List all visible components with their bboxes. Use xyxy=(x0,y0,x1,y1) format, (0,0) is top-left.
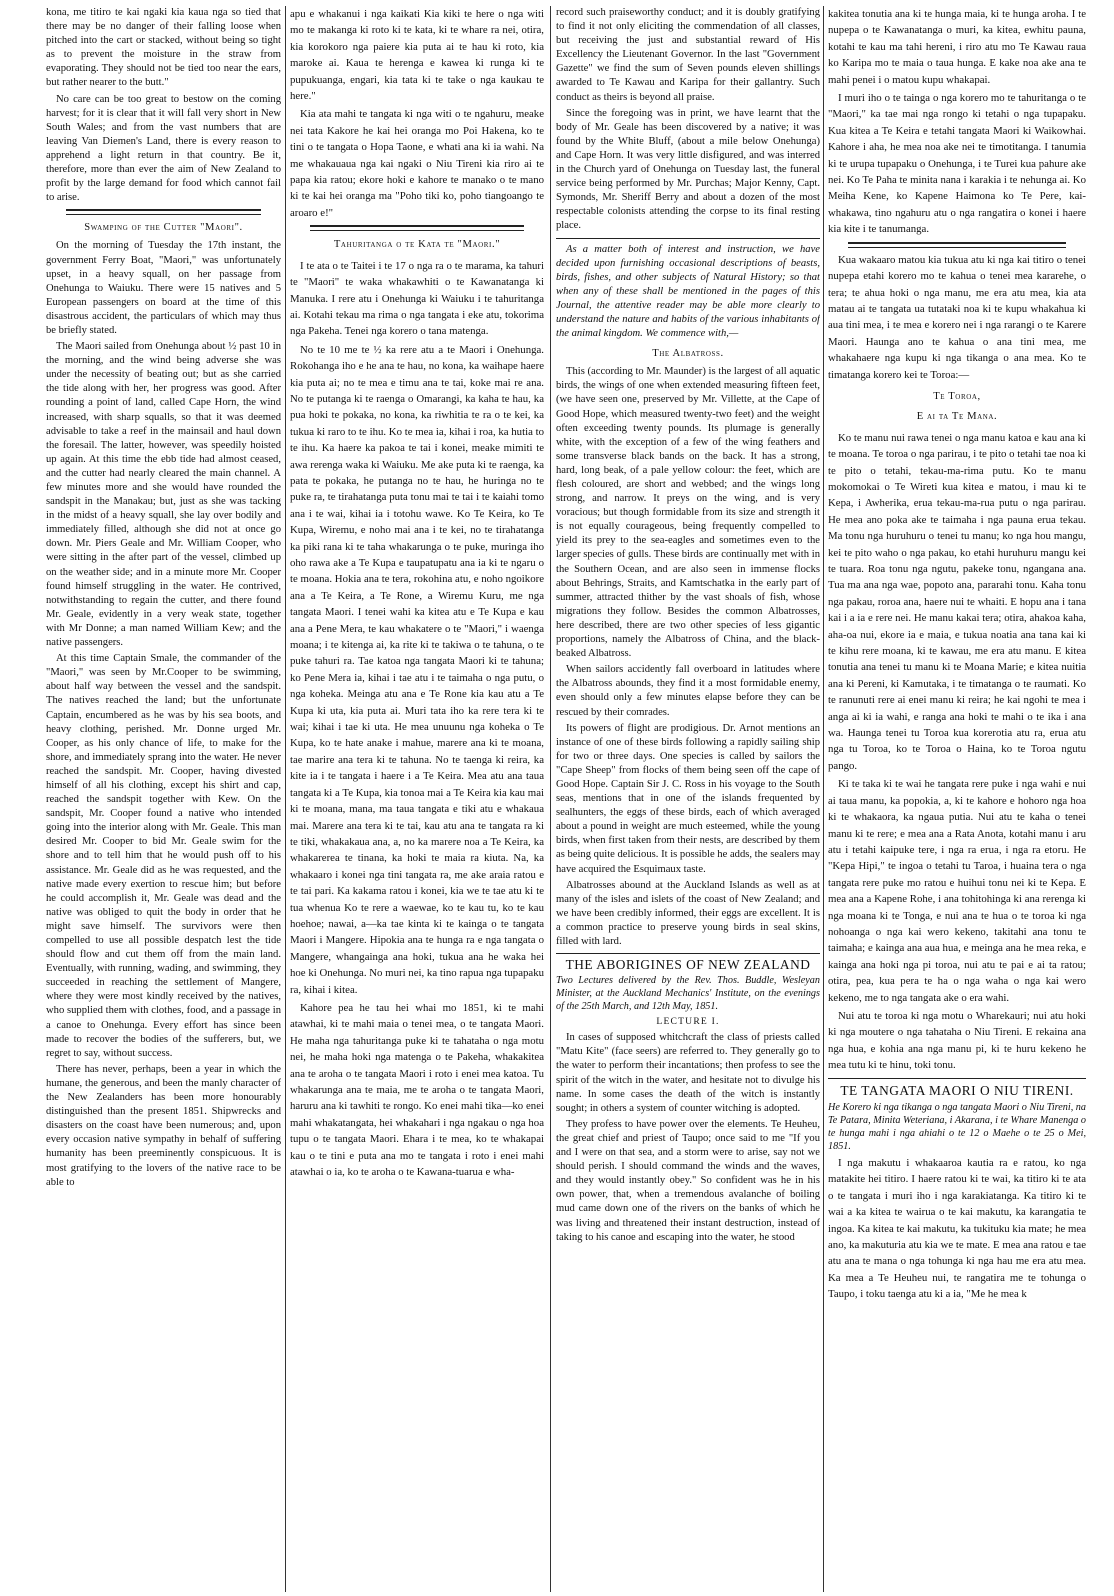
paragraph: When sailors accidently fall overboard in latitudes where the Albatross abounds, they find it a most formidable enemy, even should only a few minutes elapse before they can be rescued by their comrades. xyxy=(556,664,820,718)
article-heading: TE TANGATA MAORI O NIU TIRENI. xyxy=(840,1082,1074,1098)
article-subtitle: Two Lectures delivered by the Rev. Thos. Buddle, Wesleyan Minister, at the Auckland Mechanics' Institute, on the evenings of the 25th March, and 12th May, 1851. xyxy=(556,975,820,1013)
paragraph: This (according to Mr. Maunder) is the largest of all aquatic birds, the wings of one when extended measuring fifteen feet, (we have seen one, preserved by Mr. Villette, at the Cape of Good Hope, which measured twenty-two feet) and the weight often exceeding twenty pounds. Its plumage is generally white, with the exception of a few of the wing feathers and some transverse black bands on the back. It has a strong, hard, long beak, of a pale yellow colour: the feet, which are flesh coloured, are short and webbed; and the wings long strong, and narrow. It preys on the wing, and is very voracious; but though formidable from its size and strength it is not equally courageous, being frequently compelled to yield its prey to the sea-eagles and sometimes even to the larger species of gulls. These birds are continually met with in the Southern Ocean, and are also seen in immense flocks about Behrings, Straits, and Kamtschatka in the early part of summer, attracted thither by the vast shoals of fish, whose migrations they follow. Besides the common Albatrosses, here described, there are two other species of less gigantic proportions, namely the Albatross of China, and the black-beaked Albatross. xyxy=(556,366,820,660)
column-rule xyxy=(823,6,824,1592)
article-heading: The Albatross. xyxy=(652,348,724,360)
article-heading: Swamping of the Cutter "Maori". xyxy=(84,222,243,234)
column-4 xyxy=(828,6,1086,1594)
paragraph: Since the foregoing was in print, we have learnt that the body of Mr. Geale has been discovered by a native; it was found by the White Bluff, (about a mile below Onehunga) and Cape Horn. It was very little disfigured, and was interred in the Church yard of Onehunga on Tuesday last, the funeral service being performed by Mr. Purchas; Major Kenny, Capt. Symonds, Mr. Sheriff Berry and about a dozen of the most respectable colonists attending the corpse to its final resting place. xyxy=(556,107,820,232)
column-3 xyxy=(556,6,820,1594)
column-1 xyxy=(46,6,281,1594)
paragraph: At this time Captain Smale, the commander of the "Maori," was seen by Mr.Cooper to be swimming, about half way between the vessel and the sandspit. The natives reached the land; but the unfortunate Captain, encumbered as he was by his sea boots, and heavy clothing, perished. Mr. Donne urged Mr. Cooper, as his only chance of life, to make for the shore, and immediately sprang into the water. He never reached the sandspit. Mr. Cooper, having divested himself of all his clothing, except his shirt and cap, reached the sandspit together with Kew. On the sandspit, Mr. Cooper found a native who intended going into the interior along with Mr. Geale. This man desired Mr. Cooper to bid Mr. Geale swim for the shore and to tell him that he would push off to his assistance. Mr. Geale did as he was requested, and the native made every exertion to rescue him; but before he could accomplish it, Mr. Geale was dead and the native was obliged to quit the body in order that he might save himself. The survivors were then compelled to use all possible despatch lest the tide should flow and cut them off from the main land. Eventually, with running, wading, and swimming, they succeeded in reaching the settlement of Mangere, where they were most kindly received by the natives, who supplied them with clothes, food, and a passage in a canoe to Onehunga. Every effort has since been made to recover the bodies of the sufferers, but, we regret to say, without success. xyxy=(46,653,281,1059)
section-divider xyxy=(828,1078,1086,1079)
article-heading: Tahuritanga o te Kata te "Maori." xyxy=(333,239,501,251)
section-divider xyxy=(66,209,261,215)
article-subtitle: He Korero ki nga tikanga o nga tangata Maori o Niu Tireni, na Te Patara, Minita Weteriana, i Akarana, i te Whare Manenga o te hunga mahi i nga ahiahi o te 12 o Maehe o te 25 o Mei, 1851. xyxy=(828,1102,1086,1152)
section-divider xyxy=(848,242,1066,248)
paragraph: No care can be too great to bestow on the coming harvest; for it is clear that it will fall very short in New South Wales; and from the vast numbers that are leaving Van Diemen's Land, there is every reason to apprehend a light return in that country. Be it, therefore, more than ever the aim of New Zealand to profit by the large demand for food which cannot fail to arise. xyxy=(46,93,281,204)
article-subheading: E ai ta Te Mana. xyxy=(916,411,998,423)
column-2 xyxy=(290,6,544,1594)
article-heading: Te Toroa, xyxy=(933,390,981,402)
paragraph: On the morning of Tuesday the 17th instant, the government Ferry Boat, "Maori," was unfortunately upset, in a heavy squall, on her passage from Onehunga to Waiuku. There were 15 natives and 5 European passengers on board at the time of this disastrous accident, the particulars of which may thus be briefly stated. xyxy=(46,240,281,336)
paragraph: No te 10 me te ½ ka rere atu a te Maori i Onehunga. Rokohanga iho e he ana te hau, no kona, ka waihape haere kia puta ai; no te mea e timu ana te tai, koke mai re ana. No te putanga ki te raenga o Omarangi, ka kaha te hau, ka pua hoki te pokaka, no kona, ka riwhitia te ra o te kei, ka tukua ki raro to te ihu. Ko te mea ia, kihai i roa, ka hutia to te ihu. Ka haere ka pakoa te tai i konei, meake mimiti te awa rerenga waka ki Waiuku. Me ake puta ki te raenga, ka pata te pokaka, he putanga no te hau, he huringa no te puke ra, te tirahatanga puta tonu mai te tai i te kaiahi tomo ana i te wai, kihai ia i totohu wawe. Ko Te Keira, ko Te Kupa, Wiremu, e noho mai ana i te kei, no te tirahatanga ka piki rana ki te taha whakarunga o te puke, muringa iho oho rawa ake a Te Kupa e taupatupatu ana ia ki te ngaru o te moana. Hokia ana te tera, rokohina atu, e noho ngoikore ana a Te Keira, a Te Rone, a Wiremu Kuru, me nga tangata Maori. I tenei wahi ka kitea atu e Te Kupa e kau ana a Pene Mera, te kau whakatere o te "Maori," i waenga moana; i te kitenga ai, ka rite ki te takiwa o te tahuna, o te puke tahuri ra. Tae katoa nga tangata Maori ki te tahuna; ko Pene Mera ia, kihai i tae atu i te taimaha o nga putu, o nga koheka. Meinga atu ana e Te Rone kia kau atu a Te Kupa ki uta, kia puta ai. Muri tata iho ka rere tera ki te wai; kihai i tae ki uta. He mea unuunu nga koheka o Te Kupa, ko te hate anake i mahue, marere ana ki te moana, tae marire ana tera ki te tahuna. No te taenga ki reira, ka kite ia i te tangata i haere i a Te Keira. Mea atu ana taua tangata ki a Te Kupa, kia tonoa mai a Te Keira kia kau mai ki te moana, mana, ma taua tangata e tiki atu e whakaua mai. Marere ana tera ki te tai, kau atu ana te tangata ra ki te tiki, whakakaua ana, a, no ka marere noa a Te Keira, ka whakarerea te tinana, ka hoki te maia ra kiuta. Na, ka whakaaro i konei nga tini tangata ra, me ake araia ratou e te tai pari. Ka kakama ratou i konei, kia we te tae atu ki te tua whenua Ko te rere a waewae, ko te kau tu, ko te kau hoehoe; nawai, a—ka tae kinta ki te kainga o te tangata Maori i Mangere. Hipokia ana te hunga ra e nga tangata o Mangere, whangainga ana hoki, tukua ana he waka hei hoe ki Onehunga. No muri nei, ka tino rapua nga tupapaku ra, kihai i kitea. xyxy=(290,343,544,996)
paragraph: Kahore pea he tau hei whai mo 1851, ki te mahi atawhai, ki te mahi maia o tenei mea, o te tangata Maori. He maha nga tahuritanga puke ki te tahataha o nga motu nei, he maha hoki nga matenga o te Pakeha, whakakitea ana te aroha o te tangata Maori i roto i enei mea katoa. Tu whakarunga ana te maia, me te aroha o te tangata Maori, haruru ana ki tawhiti te rongo. Ko enei mahi tika—ko enei mahi whakatangata, hei whakahari i nga ngakau o nga hoa tupu o te tangata Maori. Ehara i te mea, ko te whakapai kau o te tini e puta ana mo te tangata i roto i enei mahi atawhai o ia, ko te aroha o te Kawana-tuarua e wha- xyxy=(290,1001,544,1179)
paragraph: Nui atu te toroa ki nga motu o Wharekauri; nui atu hoki ki nga moutere o nga tahataha o Niu Tireni. E rekaina ana nga hua, e kohia ana nga manu pi, ki te huru kekeno he mea tutu ki te hinu, toki tonu. xyxy=(828,1009,1086,1072)
paragraph: Its powers of flight are prodigious. Dr. Arnot mentions an instance of one of these birds following a rapidly sailing ship for two or three days. One species is called by sailors the "Cape Sheep" from flocks of them being seen off the cape of Good Hope. Captain Sir J. C. Ross in his voyage to the South seas, mentions that in one of the islands frequented by sealhunters, the eggs of these birds, each of which averaged about a pound in weight are much esteemed, while the young birds, when first taken from their nests, are described by them as being quite delicious. It is possible he adds, the sealers may have acquired the Esquimaux taste. xyxy=(556,722,820,875)
paragraph: I muri iho o te tainga o nga korero mo te tahuritanga o te "Maori," ka tae mai nga rongo ki tetahi o nga tupapaku. Kua kitea a Te Keira e tetahi tangata Maori ki Waikowhai. Kahore i aha, he mea noa ake nei te timotitanga. I tanumia ki te urupa tupapaku o Onehunga, i te Turei kua pahure ake nei. Ko Te Paha te minita nana i karakia i te nehunga ai. Ko Meiha Kene, ko Kapene Haimona ko Te Pere, kai-whakawa, tino ngahuru atu o nga rangatira o konei i haere kia kite i te tanumanga. xyxy=(828,92,1086,236)
section-divider xyxy=(310,225,524,231)
column-rule xyxy=(550,6,551,1592)
section-divider xyxy=(556,953,820,954)
paragraph: record such praiseworthy conduct; and it is doubly gratifying to find it not only eliciting the commendation of all classes, but receiving the just and substantial reward of His Excellency the Lieutenant Governor. In the last "Government Gazette" we find the sum of Seven pounds eleven shillings awarded to Te Kawau and Karipa for their gallantry. Such conduct as theirs is beyond all praise. xyxy=(556,7,820,103)
paragraph: There has never, perhaps, been a year in which the humane, the generous, and been the manly character of the New Zealanders has been more honourably distinguished than the present 1851. Shipwrecks and disasters on the coast have been numerous; and, upon every occasion native sympathy in behalf of suffering humanity has been preeminently conspicuous. It is most gratifying to the lovers of the native race to be able to xyxy=(46,1063,281,1188)
paragraph: The Maori sailed from Onehunga about ½ past 10 in the morning, and the wind being adverse she was under the necessity of beating out; but as she carried the tide along with her, her progress was good. After rounding a point of land, called Cape Horn, the wind increased, with sharp squalls, so that it was deemed advisable to take a reef in the mainsail and haul down the foresail. The latter, however, was speedily hoisted up again. At this time the ebb tide had almost ceased, and the cutter had nearly cleared the main channel. A few minutes more and she would have rounded the sandspit in the Manakau; but, just as she was tacking in the midst of a heavy squall, she lay over bodily and immediately filled, although she did not at once go down. Mr. Piers Geale and Mr. William Cooper, who were sitting in the after part of the vessel, climbed up on the weather side; and in a minute more Mr. Cooper found himself struggling in the water. He contrived, notwithstanding to regain the cutter, and there found Mr. Geale, evidently in a very weak state, together with Mr Donne; a man named William Kew; and the native passengers. xyxy=(46,341,281,649)
paragraph: Ki te taka ki te wai he tangata rere puke i nga wahi e nui ai taua manu, ka popokia, a, ki te kahore e hohoro nga hoa ki te whakaora, ka ngaua putia. Nui atu te kaha o tenei manu ki te rere; e mea ana a Rata Anota, kotahi manu i aru atu i tetahi kaipuke tere, i nga ra erua, i nga ra etoru. He "Kepa Hipi," te ingoa o tetahi tu Taroa, i huaina tera o nga tangata rere puke mo ratou e huihui tonu nei ki te Kepa. E mea ana a Kapene Rohe, i ana tohitohinga ki ana rerenga ki nga moana ki te Tonga, e nui ana te hua o te toroa ki nga nohoanga o nga kai wero kekeno, takitahi ana tonu te taimaha; e kainga ana aua hua, e meinga ana he mea reka, e kainga ana hoki nga pi toroa, nui atu te pai e ai ta ratou; otira, pea, kua pera te ha o nga waha o nga kai wero kekeno, me to nga tangata ake o era wahi. xyxy=(828,778,1086,1004)
paragraph: apu e whakanui i nga kaikati Kia kiki te here o nga witi mo te makanga ki roto ki te kata, ki te whare ra nei, otira, kia korokoro nga paiere kia puta ai te hau ki roto, kia maroke ai. Kaua te herenga e kawea ki runga ki te pupukuanga, engari, kia tata ki te take o nga kaukau te here." xyxy=(290,8,544,103)
paragraph: kakitea tonutia ana ki te hunga maia, ki te hunga aroha. I te nupepa o te Kawanatanga o muri, ka kitea, ewhitu pauna, kotahi te kau ma tahi hereni, i riro atu mo Te Kawau raua ko Karipa mo te maia o taua hunga. E kake noa ake ana te mahi penei i o matou kupu whakapai. xyxy=(828,8,1086,86)
paragraph: Kua wakaaro matou kia tukua atu ki nga kai titiro o tenei nupepa etahi korero mo te kahua o tenei mea kararehe, o tera; te ahua hoki o nga manu, me era atu mea, kia ata matau ai te tangata ua tutataki noa ki te kupu whakahua ki aua tini mea, i te mea e korero nei i nga rarangi o te Karere Maori. Haunga ano te kahua o ana tini mea, me whakahaere nga kupu ki nga tikanga o ana mea. Ko te timatanga korero kei te Toroa:— xyxy=(828,253,1086,381)
paragraph: Albatrosses abound at the Auckland Islands as well as at many of the isles and islets of the coast of New Zealand; and we have been credibly informed, their eggs are excellent. It is a common practice to preserve young birds in seal skins, filled with lard. xyxy=(556,879,820,947)
section-divider xyxy=(556,238,820,239)
paragraph: I nga makutu i whakaaroa kautia ra e ratou, ko nga matakite hei titiro. I haere ratou ki te wai, ka titiro ki te ata o te tangata i muri iho i nga karakiatanga. Ka titiro ki te wai a ka kitea te wairua o te kai makutu, ka karangatia te ingoa. Ka kitea te kai makutu, ka tukituku kia mate; he mea ano, ka makuturia atu kia we te mate. E mea ana ratou e tae atu ana te mana o nga tohunga ki nga hau me era atu mea. Ka mea a Te Heuheu nui, te rangatira me te tohunga o Taupo, i toku taenga atu ki a ia, "Me he mea k xyxy=(828,1157,1086,1301)
paragraph: Kia ata mahi te tangata ki nga witi o te ngahuru, meake nei tata Kakore he kai hei oranga mo Poi Hakena, ko te tini o te tangata o Hopa Taone, e whati ana ki ia wahi. Na me whakauaua nga kai ngaki o Niu Tireni kia riro ai te papa kia ratou; ekore hoki e kahore te manako o te mano ki te kai hei oranga ma "Poho tiki ko, poho tiangoango te aroaro e!" xyxy=(290,108,544,219)
paragraph: As a matter both of interest and instruction, we have decided upon furnishing occasional descriptions of beasts, birds, fishes, and other subjects of Natural History; so that when any of these shall be mentioned in the pages of this Journal, the attentive reader may be able more clearly to understand the nature and habits of the various inhabitants of the animal kingdom. We commence with,— xyxy=(556,243,820,340)
column-rule xyxy=(285,6,286,1592)
paragraph: They profess to have power over the elements. Te Heuheu, the great chief and priest of Taupo; once said to me "If you and I were on that sea, and a storm were to arise, say not we should perish. I should command the winds and the waves, and they would instantly obey." So confident was he in his own power, that, when a tremendous avalanche of boiling mud came down one of the rivers on the banks of which he was living and threatened their instant destruction, instead of taking to his canoe and escaping into the water, he stood xyxy=(556,1118,820,1243)
article-heading: THE ABORIGINES OF NEW ZEALAND xyxy=(565,957,811,973)
paragraph: I te ata o te Taitei i te 17 o nga ra o te marama, ka tahuri te "Maori" te waka whakawhiti o te Kawanatanga ki Manuka. I rere atu i Onehunga ki Waiuku i te tahuritanga ai. Kotahi tekau ma rima o nga tangata i eke atu, tokorima nga Pakeha. Tenei nga korero o tana matenga. xyxy=(290,259,544,338)
paragraph: kona, me titiro te kai ngaki kia kaua nga so tied that there may be no danger of their falling loose when pitched into the cart or stacked, without being so tight as to prevent the moisture in the straw from evaporating. They should not be tied too near the ears, but rather nearer to the butt." xyxy=(46,7,281,89)
paragraph: In cases of supposed whitchcraft the class of priests called "Matu Kite" (face seers) are referred to. They generally go to the water to perform their incantations; then profess to see the spirit of the witch in the water, and hesitate not to divulge his name. In some cases the death of the witch is instantly sought; in others a system of counter witching is adopted. xyxy=(556,1032,820,1114)
paragraph: Ko te manu nui rawa tenei o nga manu katoa e kau ana ki te moana. Te toroa o nga parirau, i te pito o tetahi tae noa ki te pito o tetahi, tekau-ma-rima putu. Ko te manu mokomokai o Te Wireti kua kitea e matou, i mau ki te Kepa, i Awherika, erua tekau-ma-rua putu o nga parirau. He mea ano poka ake te taimaha i nga pauna erua tekau. Ma tonu nga huruhuru o tenei tu manu; ko nga hou mangu, kei te pito waho o nga pakau, ko etahi huruhuru mangu kei te tuara. Roa tonu nga ngutu, pakeke tonu, ngangana ana. Tua ma ana nga wae, popoto ana, pararahi tonu. Kaha tonu nga pakau, roroa ana, haere nui te whaiti. E hopu ana i tana kai i a ia e rere nei. He manu kakai tera; otira, ahakoa kaha, aha-oa nui, ekore ia e maia, e tukua noatia ana tana kai ki te kihu rere moana, ki te kawau, me era atu manu. E kitea tonutia ana tenei tu manu ki te Moana Marie; e kitea nuitia ana ki Pereni, ki Kamutaka, i te timatanga o te raumati. Ko te ranunuti rere ai enei manu ki reira; he kai ngohi te mea i anga ai ki ia wahi, e ranga ana hoki te mahi o te ika i ana wa. Haunga tenei tu Toroa kua korerotia atu ra, erua atu nga tu Toroa, ko te Toroa o Haina, ko te Toroa ngutu pango. xyxy=(828,431,1086,772)
lecture-label: LECTURE I. xyxy=(656,1016,720,1028)
